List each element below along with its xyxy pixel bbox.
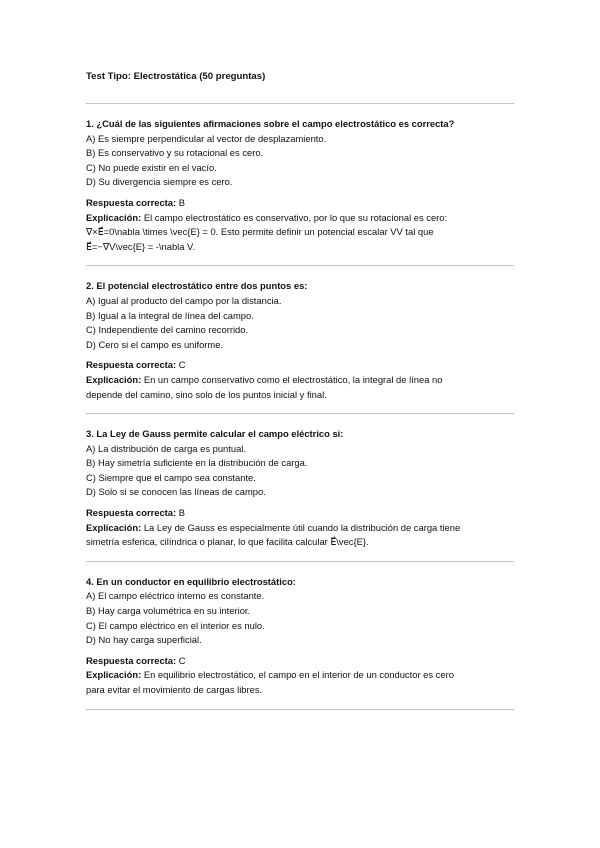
document-content	[86, 70, 514, 710]
explanation-line: para evitar el movimiento de cargas libres.	[86, 684, 263, 695]
answer-label: Respuesta correcta:	[86, 196, 177, 208]
document-title: Test Tipo: Electrostática (50 preguntas)	[86, 71, 266, 82]
option-c: C) Siempre que el campo sea constante.	[86, 471, 256, 483]
option-b: B) Hay simetría suficiente en la distribución de carga.	[86, 457, 308, 469]
explanation-line: simetría esferica, cilíndrica o planar, lo que facilita calcular E⃗\vec{E}.	[86, 536, 369, 548]
question-title: 1. ¿Cuál de las siguientes afirmaciones sobre el campo electrostático es correcta?	[86, 118, 455, 129]
option-a: A) Igual al producto del campo por la distancia.	[86, 294, 282, 306]
divider	[86, 265, 514, 266]
explanation-line: En un campo conservativo como el electrostático, la integral de línea no	[143, 373, 443, 385]
option-a: A) La distribución de carga es puntual.	[86, 442, 246, 454]
option-b: B) Igual a la integral de línea del campo.	[86, 309, 254, 321]
divider	[86, 709, 514, 710]
option-a: A) El campo eléctrico interno es constante.	[86, 590, 265, 602]
explanation	[86, 521, 514, 536]
answer-label: Respuesta correcta:	[86, 359, 177, 371]
explanation-line: En equilibrio electrostático, el campo en el interior de un conductor es cero	[143, 669, 454, 681]
option-b: B) Es conservativo y su rotacional es cero.	[86, 147, 264, 159]
explanation	[86, 668, 514, 683]
explanation-label: Explicación:	[86, 373, 142, 385]
question-4	[86, 575, 514, 698]
answer-label: Respuesta correcta:	[86, 507, 177, 519]
question-1	[86, 117, 514, 254]
explanation-label: Explicación:	[86, 669, 142, 681]
option-c: C) El campo eléctrico en el interior es nulo.	[86, 619, 265, 631]
correct-answer	[86, 506, 514, 521]
question-3	[86, 427, 514, 550]
option-d: D) No hay carga superficial.	[86, 634, 202, 646]
divider	[86, 103, 514, 104]
question-2	[86, 279, 514, 402]
divider	[86, 561, 514, 562]
explanation-label: Explicación:	[86, 211, 142, 223]
correct-answer	[86, 196, 514, 211]
option-d: D) Solo si se conocen las líneas de campo.	[86, 486, 266, 498]
explanation-line: ∇×E⃗=0\nabla \times \vec{E} = 0. Esto permite definir un potencial escalar VV tal que	[86, 226, 434, 238]
answer-value: B	[178, 196, 186, 208]
question-title: 4. En un conductor en equilibrio electrostático:	[86, 575, 296, 587]
explanation-line: E⃗=−∇V\vec{E} = -\nabla V.	[86, 240, 196, 252]
explanation-line: El campo electrostático es conservativo, por lo que su rotacional es cero:	[143, 211, 448, 223]
answer-label: Respuesta correcta:	[86, 654, 177, 666]
answer-value: B	[178, 507, 186, 519]
explanation	[86, 211, 514, 226]
answer-value: C	[178, 359, 186, 371]
question-title: 2. El potencial electrostático entre dos puntos es:	[86, 280, 308, 292]
explanation	[86, 373, 514, 388]
answer-value: C	[178, 654, 186, 666]
divider	[86, 413, 514, 414]
option-d: D) Su divergencia siempre es cero.	[86, 176, 233, 188]
correct-answer	[86, 654, 514, 669]
correct-answer	[86, 358, 514, 373]
question-title: 3. La Ley de Gauss permite calcular el campo eléctrico si:	[86, 428, 344, 440]
explanation-label: Explicación:	[86, 521, 142, 533]
option-c: C) No puede existir en el vacío.	[86, 161, 217, 173]
option-d: D) Cero si el campo es uniforme.	[86, 338, 224, 350]
explanation-line: depende del camino, sino solo de los puntos inicial y final.	[86, 388, 327, 400]
option-a: A) Es siempre perpendicular al vector de desplazamiento.	[86, 132, 327, 144]
explanation-line: La Ley de Gauss es especialmente útil cuando la distribución de carga tiene	[143, 521, 461, 533]
option-b: B) Hay carga volumétrica en su interior.	[86, 605, 251, 617]
option-c: C) Independiente del camino recorrido.	[86, 324, 249, 336]
